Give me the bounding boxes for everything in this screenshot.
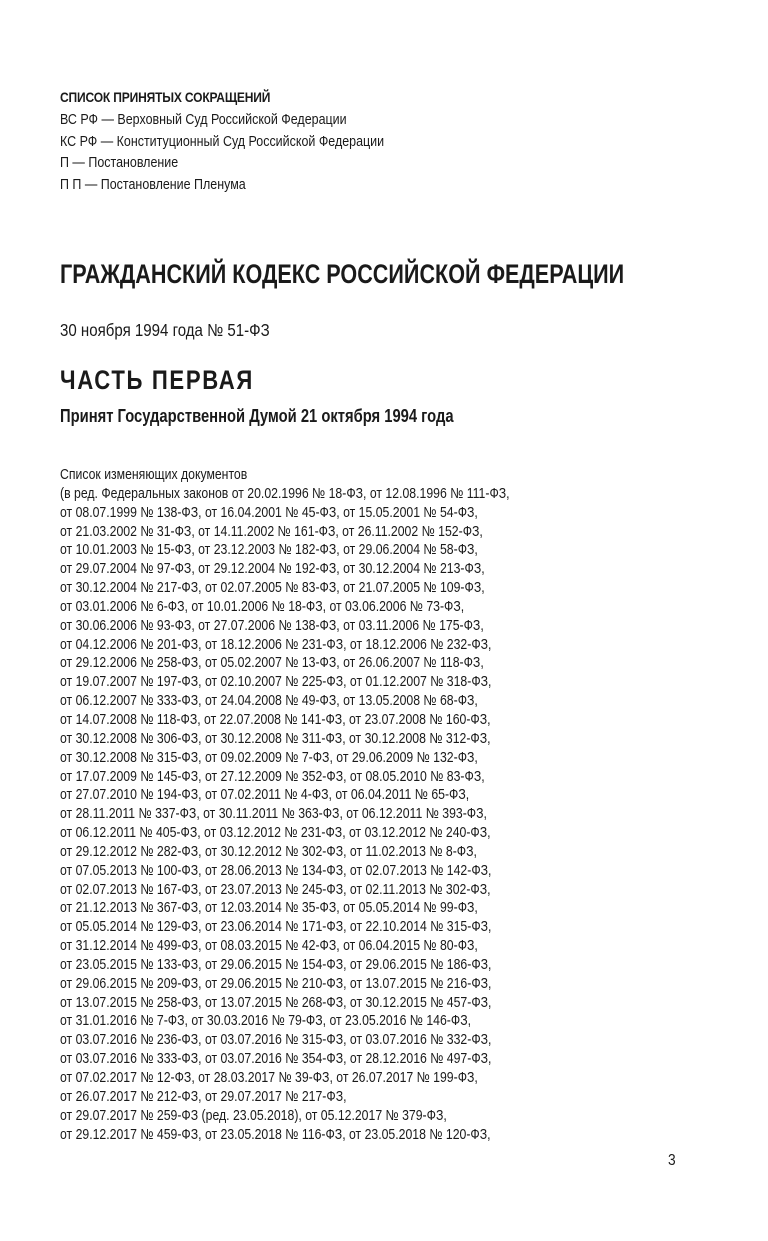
amendment-line: от 31.01.2016 № 7-ФЗ, от 30.03.2016 № 79-ФЗ, от 23.05.2016 № 146-ФЗ, <box>60 1013 472 1030</box>
amendment-line: от 14.07.2008 № 118-ФЗ, от 22.07.2008 № 141-ФЗ, от 23.07.2008 № 160-ФЗ, <box>60 711 491 728</box>
amendment-line: от 21.03.2002 № 31-ФЗ, от 14.11.2002 № 161-ФЗ, от 26.11.2002 № 152-ФЗ, <box>60 523 483 540</box>
code-date: 30 ноября 1994 года № 51-ФЗ <box>60 320 270 340</box>
amendment-line: от 17.07.2009 № 145-ФЗ, от 27.12.2009 № 352-ФЗ, от 08.05.2010 № 83-ФЗ, <box>60 768 485 785</box>
page-number: 3 <box>668 1152 676 1169</box>
amendment-line: от 29.06.2015 № 209-ФЗ, от 29.06.2015 № 210-ФЗ, от 13.07.2015 № 216-ФЗ, <box>60 975 492 992</box>
code-title: ГРАЖДАНСКИЙ КОДЕКС РОССИЙСКОЙ ФЕДЕРАЦИИ <box>60 259 625 289</box>
amendment-line: от 06.12.2007 № 333-ФЗ, от 24.04.2008 № 49-ФЗ, от 13.05.2008 № 68-ФЗ, <box>60 693 478 710</box>
amendment-line: от 21.12.2013 № 367-ФЗ, от 12.03.2014 № 35-ФЗ, от 05.05.2014 № 99-ФЗ, <box>60 900 478 917</box>
abbreviation-item: ВС РФ — Верховный Суд Российской Федерации <box>60 112 347 128</box>
amendment-line: от 03.07.2016 № 236-ФЗ, от 03.07.2016 № 315-ФЗ, от 03.07.2016 № 332-ФЗ, <box>60 1032 492 1049</box>
amendment-line: от 30.12.2004 № 217-ФЗ, от 02.07.2005 № 83-ФЗ, от 21.07.2005 № 109-ФЗ, <box>60 580 485 597</box>
abbreviations-heading: СПИСОК ПРИНЯТЫХ СОКРАЩЕНИЙ <box>60 89 271 105</box>
amendment-line: от 30.12.2008 № 315-ФЗ, от 09.02.2009 № 7-ФЗ, от 29.06.2009 № 132-ФЗ, <box>60 749 478 766</box>
abbreviation-item: П П — Постановление Пленума <box>60 176 246 193</box>
abbreviation-item: П — Постановление <box>60 155 179 171</box>
abbreviations-section <box>60 88 437 196</box>
amendment-line: (в ред. Федеральных законов от 20.02.1996 № 18-ФЗ, от 12.08.1996 № 111-ФЗ, <box>60 485 510 502</box>
amendment-line: от 19.07.2007 № 197-ФЗ, от 02.10.2007 № 225-ФЗ, от 01.12.2007 № 318-ФЗ, <box>60 674 492 691</box>
amendment-line: от 03.01.2006 № 6-ФЗ, от 10.01.2006 № 18-ФЗ, от 03.06.2006 № 73-ФЗ, <box>60 598 465 615</box>
amendment-line: от 05.05.2014 № 129-ФЗ, от 23.06.2014 № 171-ФЗ, от 22.10.2014 № 315-ФЗ, <box>60 919 492 936</box>
abbreviation-item: КС РФ — Конституционный Суд Российской Федерации <box>60 133 385 150</box>
amendment-line: от 06.12.2011 № 405-ФЗ, от 03.12.2012 № 231-ФЗ, от 03.12.2012 № 240-ФЗ, <box>60 825 491 842</box>
amendments-list <box>60 466 595 1144</box>
amendments-heading: Список изменяющих документов <box>60 467 248 483</box>
amendment-line: от 29.07.2004 № 97-ФЗ, от 29.12.2004 № 192-ФЗ, от 30.12.2004 № 213-ФЗ, <box>60 561 485 578</box>
amendment-line: от 31.12.2014 № 499-ФЗ, от 08.03.2015 № 42-ФЗ, от 06.04.2015 № 80-ФЗ, <box>60 938 478 955</box>
amendment-line: от 29.12.2006 № 258-ФЗ, от 05.02.2007 № 13-ФЗ, от 26.06.2007 № 118-ФЗ, <box>60 655 484 672</box>
adoption-note: Принят Государственной Думой 21 октября 1994 года <box>60 406 454 426</box>
amendment-line: от 23.05.2015 № 133-ФЗ, от 29.06.2015 № 154-ФЗ, от 29.06.2015 № 186-ФЗ, <box>60 956 492 973</box>
amendment-line: от 07.05.2013 № 100-ФЗ, от 28.06.2013 № 134-ФЗ, от 02.07.2013 № 142-ФЗ, <box>60 862 492 879</box>
amendment-line: от 07.02.2017 № 12-ФЗ, от 28.03.2017 № 39-ФЗ, от 26.07.2017 № 199-ФЗ, <box>60 1070 478 1086</box>
amendment-line: от 30.12.2008 № 306-ФЗ, от 30.12.2008 № 311-ФЗ, от 30.12.2008 № 312-ФЗ, <box>60 730 491 747</box>
amendment-line: от 13.07.2015 № 258-ФЗ, от 13.07.2015 № 268-ФЗ, от 30.12.2015 № 457-ФЗ, <box>60 994 492 1011</box>
amendment-line: от 28.11.2011 № 337-ФЗ, от 30.11.2011 № 363-ФЗ, от 06.12.2011 № 393-ФЗ, <box>60 806 487 823</box>
amendment-line: от 08.07.1999 № 138-ФЗ, от 16.04.2001 № 45-ФЗ, от 15.05.2001 № 54-ФЗ, <box>60 504 478 521</box>
amendment-line: от 29.12.2017 № 459-ФЗ, от 23.05.2018 № 116-ФЗ, от 23.05.2018 № 120-ФЗ, <box>60 1126 491 1143</box>
amendment-line: от 10.01.2003 № 15-ФЗ, от 23.12.2003 № 182-ФЗ, от 29.06.2004 № 58-ФЗ, <box>60 542 478 559</box>
amendment-line: от 26.07.2017 № 212-ФЗ, от 29.07.2017 № 217-ФЗ, <box>60 1088 347 1105</box>
amendment-line: от 29.12.2012 № 282-ФЗ, от 30.12.2012 № 302-ФЗ, от 11.02.2013 № 8-ФЗ, <box>60 843 477 860</box>
amendment-line: от 30.06.2006 № 93-ФЗ, от 27.07.2006 № 138-ФЗ, от 03.11.2006 № 175-ФЗ, <box>60 617 484 634</box>
amendment-line: от 27.07.2010 № 194-ФЗ, от 07.02.2011 № 4-ФЗ, от 06.04.2011 № 65-ФЗ, <box>60 787 470 804</box>
part-title: ЧАСТЬ ПЕРВАЯ <box>60 365 254 395</box>
amendment-line: от 03.07.2016 № 333-ФЗ, от 03.07.2016 № 354-ФЗ, от 28.12.2016 № 497-ФЗ, <box>60 1051 492 1068</box>
amendment-line: от 04.12.2006 № 201-ФЗ, от 18.12.2006 № 231-ФЗ, от 18.12.2006 № 232-ФЗ, <box>60 636 492 653</box>
amendment-line: от 02.07.2013 № 167-ФЗ, от 23.07.2013 № 245-ФЗ, от 02.11.2013 № 302-ФЗ, <box>60 881 491 898</box>
amendment-line: от 29.07.2017 № 259-ФЗ (ред. 23.05.2018), от 05.12.2017 № 379-ФЗ, <box>60 1107 447 1124</box>
